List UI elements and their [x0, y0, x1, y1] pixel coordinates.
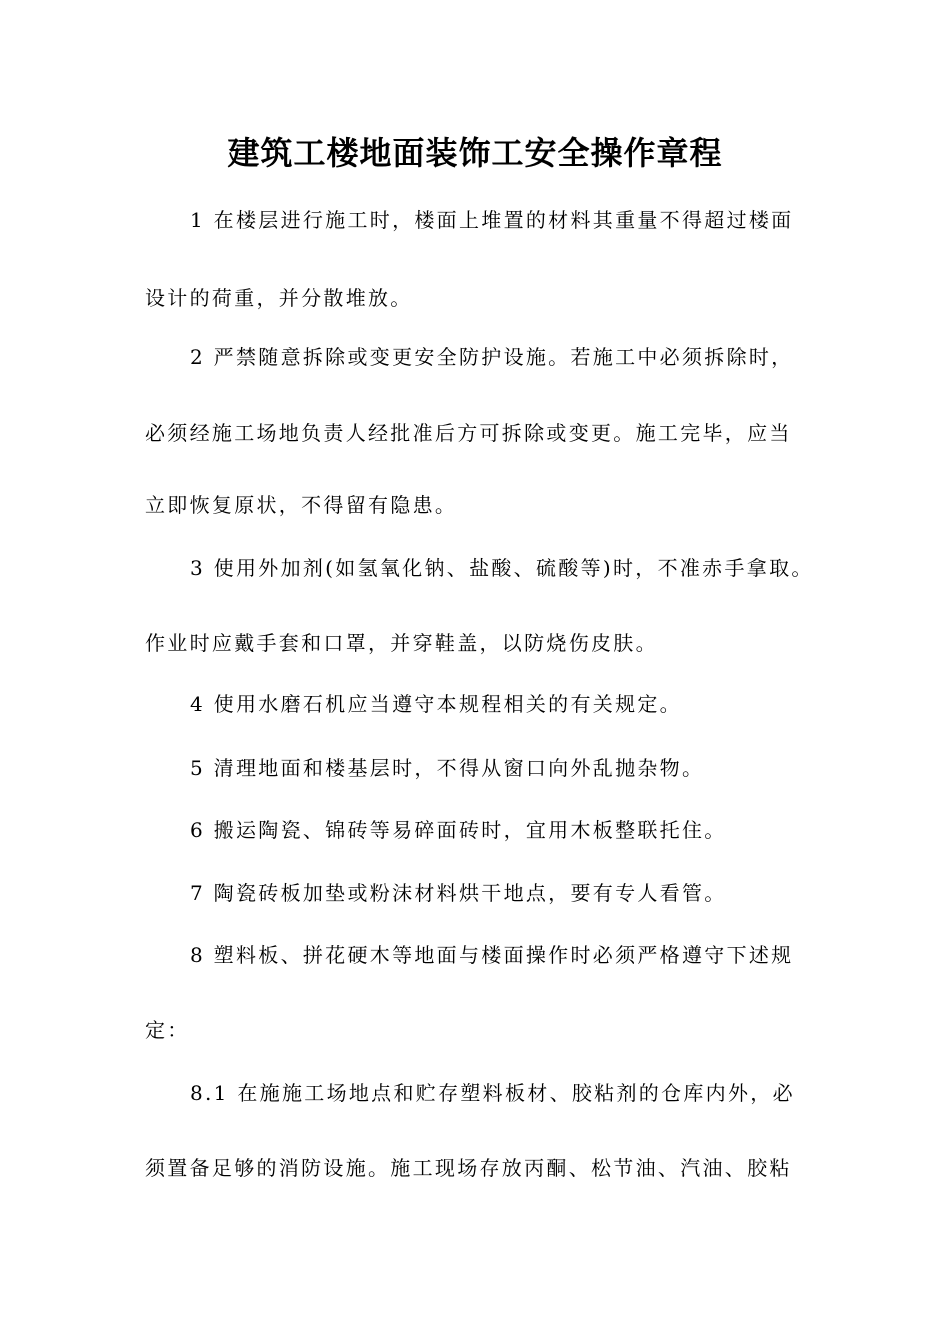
paragraph-8-1-line-1: 8.1 在施施工场地点和贮存塑料板材、胶粘剂的仓库内外，必 — [190, 1081, 795, 1105]
paragraph-8-line-2: 定： — [145, 1018, 190, 1042]
paragraph-2-line-2: 必须经施工场地负责人经批准后方可拆除或变更。施工完毕，应当 — [145, 421, 792, 445]
paragraph-3-line-2: 作业时应戴手套和口罩，并穿鞋盖，以防烧伤皮肤。 — [145, 631, 658, 655]
paragraph-8-1-line-2: 须置备足够的消防设施。施工现场存放丙酮、松节油、汽油、胶粘 — [145, 1156, 792, 1180]
paragraph-2-line-1: 2 严禁随意拆除或变更安全防护设施。若施工中必须拆除时， — [190, 345, 794, 369]
paragraph-3-line-1: 3 使用外加剂(如氢氧化钠、盐酸、硫酸等)时，不准赤手拿取。 — [190, 556, 814, 580]
document-title: 建筑工楼地面装饰工安全操作章程 — [227, 134, 723, 172]
paragraph-1-line-1: 1 在楼层进行施工时，楼面上堆置的材料其重量不得超过楼面 — [190, 208, 794, 232]
paragraph-4-line-1: 4 使用水磨石机应当遵守本规程相关的有关规定。 — [190, 692, 682, 716]
paragraph-8-line-1: 8 塑料板、拼花硬木等地面与楼面操作时必须严格遵守下述规 — [190, 943, 794, 967]
paragraph-5-line-1: 5 清理地面和楼基层时，不得从窗口向外乱抛杂物。 — [190, 756, 705, 780]
paragraph-7-line-1: 7 陶瓷砖板加垫或粉沫材料烘干地点，要有专人看管。 — [190, 881, 727, 905]
paragraph-6-line-1: 6 搬运陶瓷、锦砖等易碎面砖时，宜用木板整联托住。 — [190, 818, 727, 842]
paragraph-1-line-2: 设计的荷重，并分散堆放。 — [145, 286, 413, 310]
paragraph-2-line-3: 立即恢复原状，不得留有隐患。 — [145, 493, 458, 517]
